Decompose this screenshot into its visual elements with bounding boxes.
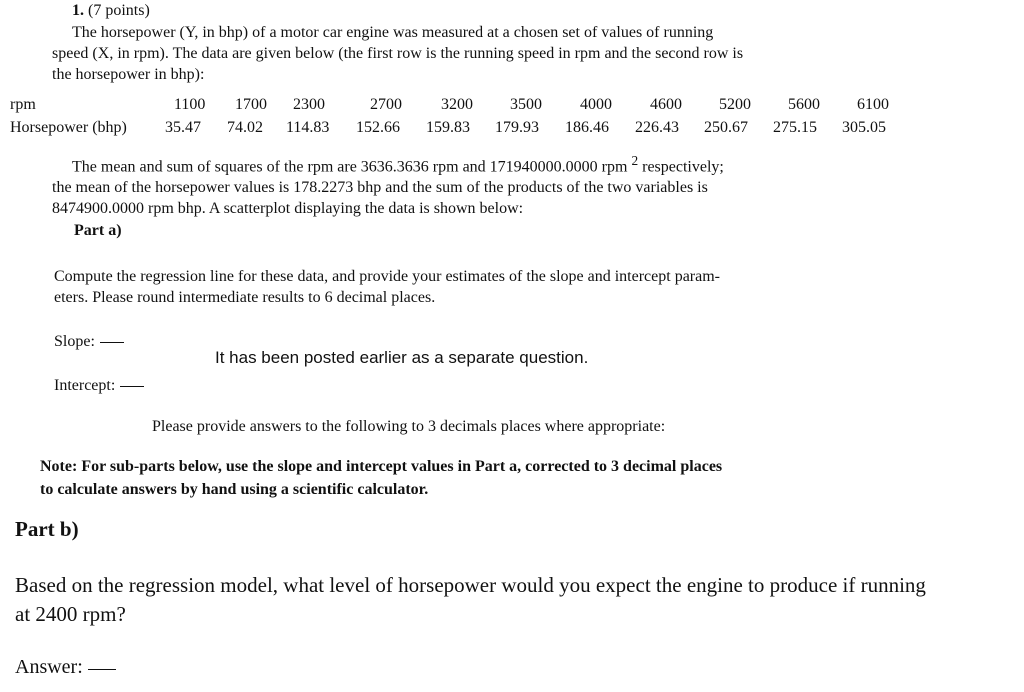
part-a-title: Part a) (74, 222, 122, 239)
row-label: Horsepower (bhp) (10, 118, 127, 136)
summary-line: the mean of the horsepower values is 178.2273 bhp and the sum of the products of the two variables is (52, 179, 708, 197)
data-table (10, 93, 902, 139)
table-cell: 1700 (235, 95, 267, 113)
table-cell: 2300 (293, 95, 325, 113)
summary-line: 8474900.0000 rpm bhp. A scatterplot displaying the data is shown below: (52, 200, 524, 218)
slope-row (54, 333, 124, 351)
slope-answer-blank[interactable] (100, 342, 124, 343)
summary-statistics (52, 150, 850, 219)
table-cell: 74.02 (227, 118, 263, 136)
table-cell: 5600 (788, 95, 820, 113)
part-b-title: Part b) (15, 517, 79, 541)
table-cell: 152.66 (356, 118, 400, 136)
table-cell: 1100 (174, 95, 206, 113)
table-cell: 6100 (857, 95, 889, 113)
table-cell: 2700 (370, 95, 402, 113)
intro-line: the horsepower in bhp): (52, 66, 205, 83)
table-row-horsepower (10, 116, 902, 139)
instruction-line: Compute the regression line for these data, and provide your estimates of the slope and intercept param- (54, 268, 721, 285)
note-line: Note: For sub-parts below, use the slope and intercept values in Part a, corrected to 3 decimal places (40, 458, 723, 475)
slope-label: Slope: (54, 333, 95, 350)
summary-line (52, 150, 850, 177)
posted-note: It has been posted earlier as a separate question. (215, 348, 589, 367)
superscript: 2 (631, 153, 639, 168)
question-header (72, 2, 150, 20)
summary-text: respectively; (638, 158, 724, 176)
part-b-question (15, 571, 1015, 629)
question-number: 1. (72, 2, 84, 19)
answer-label: Answer: (15, 656, 83, 678)
decimals-instruction: Please provide answers to the following to 3 decimals places where appropriate: (152, 418, 666, 435)
table-cell: 250.67 (704, 118, 748, 136)
table-cell: 275.15 (773, 118, 817, 136)
table-cell: 114.83 (286, 118, 330, 136)
question-line: at 2400 rpm? (15, 602, 126, 626)
intercept-label: Intercept: (54, 377, 116, 394)
note-block (40, 455, 870, 501)
table-cell: 5200 (719, 95, 751, 113)
intro-line: speed (X, in rpm). The data are given below (the first row is the running speed in rpm and the second row is (52, 45, 744, 62)
row-label: rpm (10, 95, 36, 113)
summary-text: The mean and sum of squares of the rpm are 3636.3636 rpm and 171940000.0000 rpm (72, 158, 628, 176)
note-line: to calculate answers by hand using a scientific calculator. (40, 481, 429, 498)
intercept-answer-blank[interactable] (120, 386, 144, 387)
table-cell: 186.46 (565, 118, 609, 136)
table-cell: 35.47 (165, 118, 201, 136)
answer-blank[interactable] (88, 669, 116, 670)
table-cell: 159.83 (426, 118, 470, 136)
intro-line: The horsepower (Y, in bhp) of a motor car engine was measured at a chosen set of values of running (72, 24, 714, 41)
intercept-row (54, 377, 144, 395)
table-cell: 3500 (510, 95, 542, 113)
table-cell: 4600 (650, 95, 682, 113)
table-cell: 179.93 (495, 118, 539, 136)
table-cell: 305.05 (842, 118, 886, 136)
question-intro (52, 22, 850, 85)
question-points: (7 points) (88, 2, 150, 19)
table-cell: 226.43 (635, 118, 679, 136)
table-cell: 3200 (441, 95, 473, 113)
question-line: Based on the regression model, what level of horsepower would you expect the engine to produce if running (15, 573, 926, 597)
table-cell: 4000 (580, 95, 612, 113)
part-a-instructions (54, 266, 852, 308)
instruction-line: eters. Please round intermediate results to 6 decimal places. (54, 289, 436, 306)
table-row-rpm (10, 93, 902, 116)
answer-row (15, 656, 116, 679)
